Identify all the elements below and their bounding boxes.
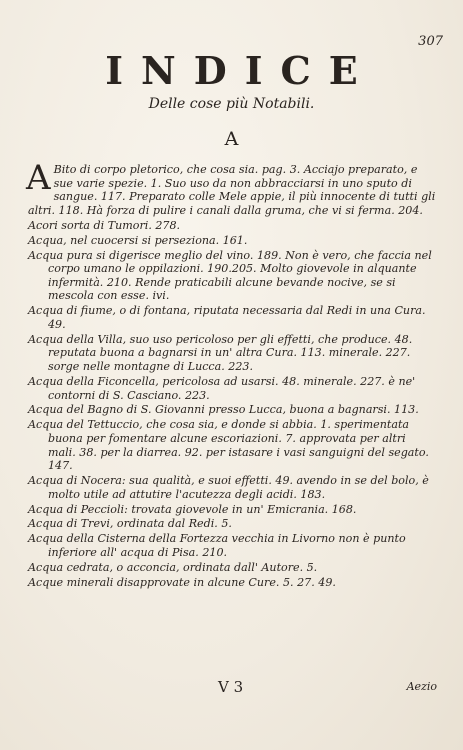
index-entry: Acqua di Peccioli: trovata giovevole in un' Emicrania. 168.: [28, 502, 357, 516]
index-entry: Acque minerali disapprovate in alcune Cure. 5. 27. 49.: [28, 575, 336, 589]
index-entry: Acqua del Tettuccio, che cosa sia, e donde si abbia. 1. sperimentata buona per fomentare alcune escoriazioni. 7. approvata per altri mali. 38. per la diarrea. 92. per istasare i vasi sanguigni del segato. 147.: [28, 418, 429, 473]
index-entry: Acqua della Villa, suo uso pericoloso per gli effetti, che produce. 48. reputata buona a bagnarsi in un' altra Cura. 113. minerale. 227. sorge nelle montagne di Lucca. 223.: [28, 332, 413, 374]
index-entry: Acqua di Trevi, ordinata dal Redi. 5.: [28, 517, 232, 531]
signature-mark: V 3: [218, 678, 244, 696]
index-entry-text: Bito di corpo pletorico, che cosa sia. pag. 3. Acciajo preparato, e sue varie spezie. 1. Suo uso da non abbracciarsi in uno sputo di sangue. 117. Preparato colle Mele appie, il più innocente di tutti gli altri. 118. Hà forza di pulire i canali dalla gruma, che vi si ferma. 204.: [28, 163, 436, 217]
page-subtitle: Delle cose più Notabili.: [148, 96, 315, 112]
catchword: Aezio: [406, 680, 437, 693]
index-entry: Acqua della Cisterna della Fortezza vecchia in Livorno non è punto inferiore all' acqua di Pisa. 210.: [28, 532, 406, 559]
index-entry: Acqua cedrata, o acconcia, ordinata dall' Autore. 5.: [28, 560, 318, 574]
index-entry: Acqua, nel cuocersi si perseziona. 161.: [28, 233, 248, 247]
index-entry: Acqua di fiume, o di fontana, riputata necessaria dal Redi in una Cura. 49.: [28, 304, 426, 331]
page-number: 307: [418, 34, 443, 49]
index-entry: Acqua di Nocera: sua qualità, e suoi effetti. 49. avendo in se del bolo, è molto utile ad attutire l'acutezza degli acidi. 183.: [28, 474, 429, 501]
index-entry: Acori sorta di Tumori. 278.: [28, 218, 181, 232]
drop-cap: A: [26, 158, 51, 198]
index-entry: Acqua del Bagno di S. Giovanni presso Lucca, buona a bagnarsi. 113.: [28, 403, 419, 417]
index-entry: Acqua pura si digerisce meglio del vino. 189. Non è vero, che faccia nel corpo umano le oppilazioni. 190.205. Molto giovevole in alquante infermità. 210. Rende praticabili alcune bevande nocive, se si mescola con esse. ivi.: [28, 248, 432, 303]
index-entry: [26, 158, 437, 218]
index-entry: Acqua della Ficoncella, pericolosa ad usarsi. 48. minerale. 227. è ne' contorni di S. Casciano. 223.: [28, 374, 416, 402]
page-title: INDICE: [105, 48, 376, 93]
index-entries: [26, 158, 437, 591]
section-letter: A: [224, 128, 239, 150]
